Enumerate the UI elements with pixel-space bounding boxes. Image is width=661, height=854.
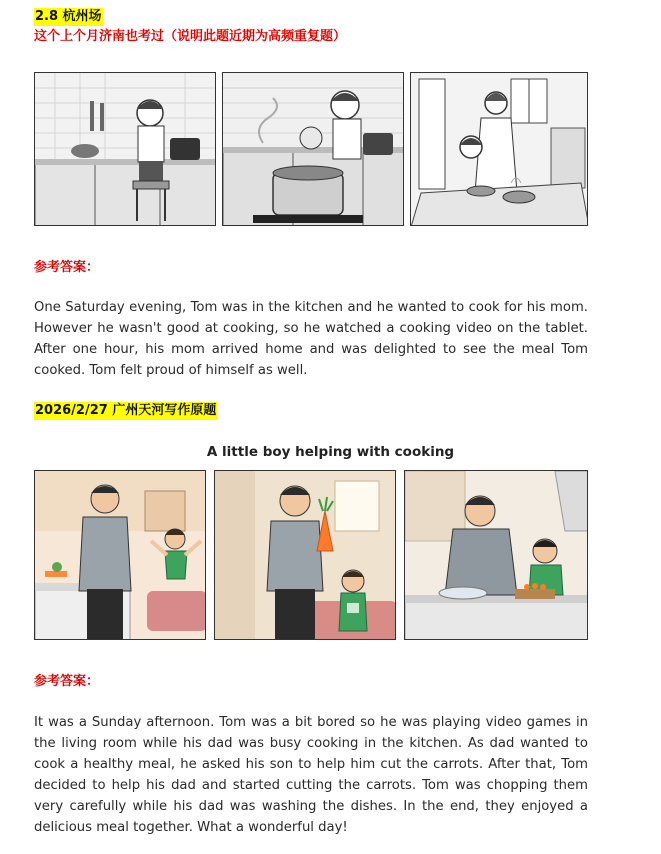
section-heading-hangzhou: 2.8 杭州场 (35, 9, 102, 24)
section-note: 这个上个月济南也考过（说明此题近期为高频重复题） (34, 29, 347, 44)
comic-panel-boy-cooking (34, 72, 216, 226)
answer-label-1: 参考答案： (34, 260, 100, 275)
task-title: A little boy helping with cooking (206, 444, 455, 460)
answer-paragraph-1: One Saturday evening, Tom was in the kitchen and he wanted to cook for his mom. However he wasn't good at cooking, so he watched a cooking video on the tablet. After one hour, his mom arrived home and was delighted to see the meal Tom cooked. Tom felt proud of himself as well. (34, 300, 588, 378)
comic-panel-boy-pouring (222, 72, 404, 226)
answer-label-2: 参考答案： (34, 674, 100, 689)
comic-panel-dad-asks-son (214, 470, 396, 640)
section-heading-guangzhou: 2026/2/27 广州天河写作原题 (35, 403, 217, 418)
comic-panel-mom-arrives (410, 72, 588, 226)
comic-panel-dad-cooking-boy-jumping (34, 470, 206, 640)
answer-paragraph-2: It was a Sunday afternoon. Tom was a bit bored so he was playing video games in the living room while his dad was busy cooking in the kitchen. As dad wanted to cook a healthy meal, he asked his son to help him cut the carrots. After that, Tom decided to help his dad and started cutting the carrots. Tom was chopping them very carefully while his dad was washing the dishes. In the end, they enjoyed a delicious meal together. What a wonderful day! (34, 715, 588, 835)
comic-panel-dad-dishes-son-carrots (404, 470, 588, 640)
